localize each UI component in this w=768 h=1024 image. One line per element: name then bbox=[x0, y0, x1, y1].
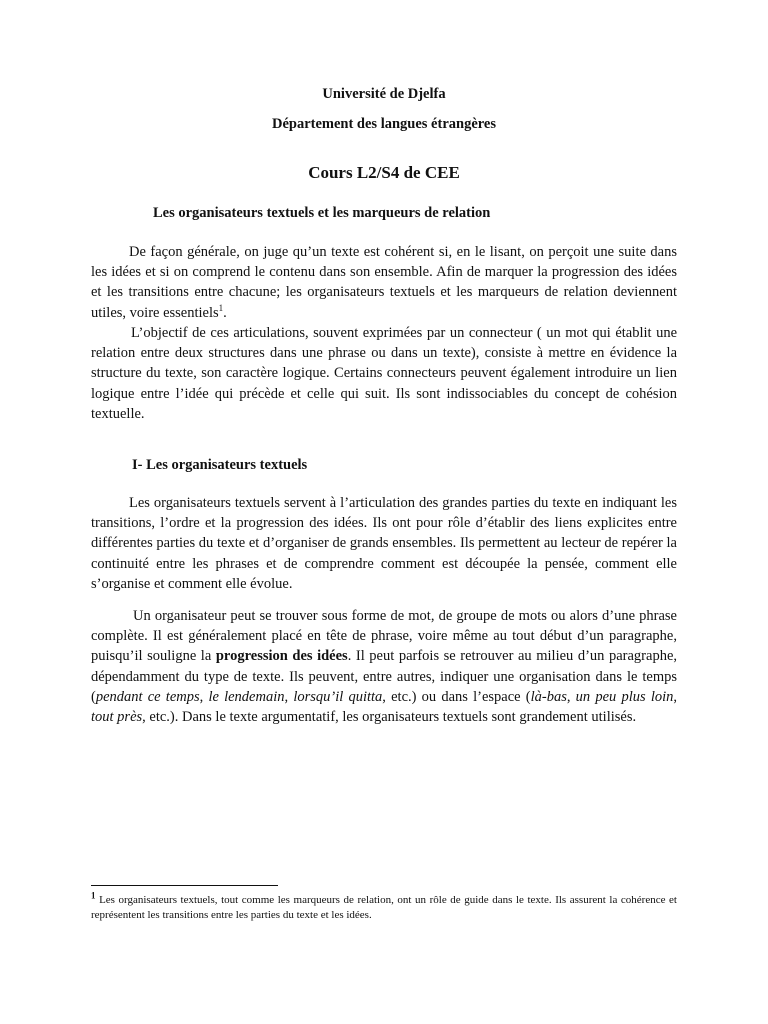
text-run: . Il peut parfois se retrouver au milieu d’un paragraphe, dépendamment du type de texte. Ils peuvent, entre autres, indiquer une organisation dans le temps ( bbox=[91, 648, 678, 705]
intro-paragraph-1 bbox=[91, 242, 677, 323]
intro-paragraph-2: L’objectif de ces articulations, souvent exprimées par un connecteur ( un mot qui établit une relation entre deux structures dans une phrase ou dans un texte), consiste à mettre en évidence la structure du texte, son caractère logique. Certains connecteurs peuvent également introduire un lien logique entre l’idée qui précède et celle qui suit. Ils sont indissociables du concept de cohésion textuelle. bbox=[91, 325, 677, 422]
text-run: Un organisateur peut se trouver sous forme de mot, de groupe de mots ou alors d’une phrase complète. Il est généralement placé en tête de phrase, voire même au tout début d’un paragraphe, puisqu’il souligne la bbox=[91, 608, 677, 665]
intro-paragraph-1-end: . bbox=[223, 304, 227, 321]
space-example: un peu plus loin bbox=[575, 688, 674, 705]
course-title: Cours L2/S4 de CEE bbox=[308, 163, 460, 182]
section-1-paragraph-1: Les organisateurs textuels servent à l’articulation des grandes parties du texte en indiquant les transitions, l’ordre et la progression des idées. Ils ont pour rôle d’établir des liens explicites entre différentes parties du texte et d’organiser de grands ensembles. Ils permettent au lecteur de repérer la continuité entre les phrases et de comprendre comment est découpée la pensée, comment elle s’organise et comment elle évolue. bbox=[91, 495, 677, 592]
text-run: , bbox=[566, 688, 576, 705]
time-example: pendant ce temps bbox=[95, 688, 200, 705]
university-name: Université de Djelfa bbox=[322, 86, 446, 102]
text-run: , etc.). Dans le texte argumentatif, les organisateurs textuels sont grandement utilisés. bbox=[142, 709, 637, 726]
department-name: Département des langues étrangères bbox=[271, 116, 497, 132]
section-1-paragraph-2 bbox=[91, 606, 677, 727]
intro-paragraph-1-text: De façon générale, on juge qu’un texte est cohérent si, en le lisant, on perçoit une suite dans les idées et si on comprend le contenu dans son ensemble. Afin de marquer la progression des idées et les transitions entre chacune; les organisateurs textuels et les marqueurs de relation deviennent utiles, voire essentiels bbox=[91, 244, 677, 321]
footnote bbox=[91, 890, 677, 923]
time-example: lorsqu’il quitta bbox=[293, 688, 383, 705]
space-example: là-bas bbox=[530, 688, 567, 705]
document-subtitle: Les organisateurs textuels et les marqueurs de relation bbox=[153, 205, 491, 221]
footnote-reference[interactable]: 1 bbox=[218, 302, 224, 313]
text-run: , bbox=[673, 688, 677, 705]
section-1-title: I- Les organisateurs textuels bbox=[132, 457, 308, 473]
text-run: , bbox=[284, 688, 294, 705]
footnote-mark: 1 bbox=[91, 890, 96, 901]
time-example: le lendemain bbox=[208, 688, 285, 705]
space-example: tout près bbox=[91, 709, 143, 726]
footnote-separator bbox=[91, 885, 278, 886]
text-run: , bbox=[199, 688, 209, 705]
footnote-text: Les organisateurs textuels, tout comme les marqueurs de relation, ont un rôle de guide dans le texte. Ils assurent la cohérence et représentent les transitions entre les parties du texte et les idées. bbox=[91, 894, 677, 921]
emphasis-bold: progression des idées bbox=[215, 648, 348, 665]
text-run: , etc.) ou dans l’espace ( bbox=[382, 688, 531, 705]
